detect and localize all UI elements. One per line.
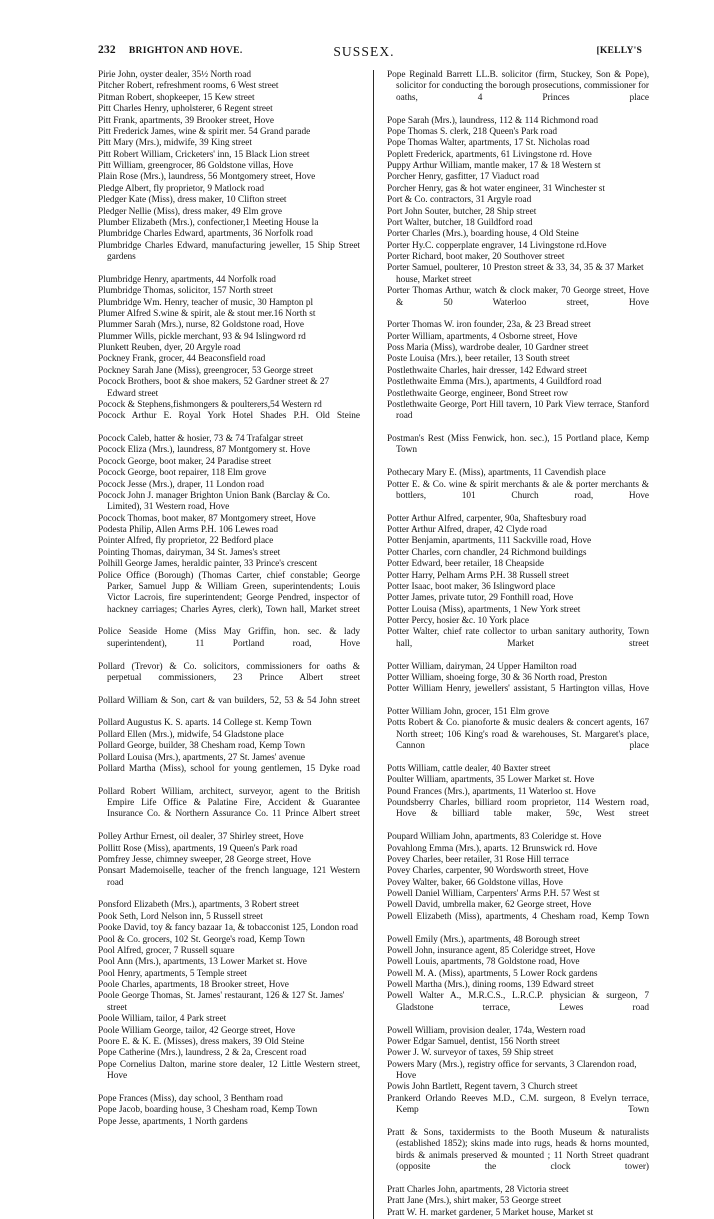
running-head-county: SUSSEX. — [333, 44, 395, 59]
directory-entry: Poss Maria (Miss), wardrobe dealer, 10 Gardner street — [387, 343, 589, 353]
directory-entry: Pratt Jane (Mrs.), shirt maker, 53 George street — [387, 1196, 562, 1207]
directory-entry: Potter Arthur Alfred, carpenter, 90a, Shaftesbury road — [387, 513, 587, 524]
directory-entry: Povey Charles, carpenter, 90 Wordsworth street, Hove — [387, 866, 589, 877]
directory-entry: Pitt Frederick James, wine & spirit mer. 54 Grand parade — [98, 126, 311, 137]
directory-entry: Poulter William, apartments, 35 Lower Market st. Hove — [387, 775, 595, 786]
directory-entry: Porter Thomas Arthur, watch & clock maker, 70 George street, Hove & 50 Waterloo street, Hove — [387, 286, 652, 308]
directory-entry: Porter Samuel, poulterer, 10 Preston street & 33, 34, 35 & 37 Market house, Market street — [387, 263, 646, 285]
directory-entry: Pool Ann (Mrs.), apartments, 13 Lower Market st. Hove — [98, 957, 307, 968]
running-head — [98, 44, 642, 59]
directory-entry: Pollard George, builder, 38 Chesham road, Kemp Town — [98, 741, 305, 752]
directory-entry: Potter William, dairyman, 24 Upper Hamilton road — [387, 661, 577, 672]
directory-entry: Plumbridge Charles Edward, apartments, 36 Norfolk road — [98, 229, 313, 240]
directory-entry: Pool Alfred, grocer, 7 Russell square — [98, 945, 235, 956]
directory-entry: Porter Hy.C. copperplate engraver, 14 Livingstone rd.Hove — [387, 240, 607, 251]
directory-entry: Polley Arthur Ernest, oil dealer, 37 Shirley street, Hove — [98, 832, 304, 843]
left-column — [98, 70, 369, 1128]
directory-entry: Pocock George, boot repairer, 118 Elm grove — [98, 468, 267, 479]
directory-entry: Potter Isaac, boot maker, 36 Islingword place — [387, 581, 556, 592]
directory-entry: Pratt & Sons, taxidermists to the Booth Museum & naturalists (established 1852); skins made into rugs, heads & horns mounted, birds & animals preserved & mounted ; 11 North Street quadrant (opposite the clock tower) — [387, 1127, 652, 1172]
directory-entry: Potter William, shoeing forge, 30 & 36 North road, Preston — [387, 672, 608, 683]
directory-entry: Postman's Rest (Miss Fenwick, hon. sec.), 15 Portland place, Kemp Town — [387, 434, 652, 456]
directory-entry: Porter Thomas W. iron founder, 23a, & 23 Bread street — [387, 320, 591, 331]
directory-entry: Pointer Alfred, fly proprietor, 22 Bedford place — [98, 536, 274, 547]
directory-entry: Pollard (Trevor) & Co. solicitors, commissioners for oaths & perpetual commissioners, 23 Prince Albert street — [98, 661, 363, 683]
directory-entry: Porcher Henry, gas & hot water engineer, 31 Winchester st — [387, 183, 605, 194]
directory-entry: Pratt W. H. market gardener, 5 Market house, Market st — [387, 1207, 594, 1218]
directory-entry: Ponsford Elizabeth (Mrs.), apartments, 3 Robert street — [98, 900, 300, 911]
directory-entry: Power Edgar Samuel, dentist, 156 North street — [387, 1036, 560, 1047]
directory-entry: Police Office (Borough) (Thomas Carter, chief constable; George Parker, Samuel Jupp & William Green, superintendents; Louis Victor Lacrois, fire superintendent; George Pendred, inspector of hackney carriages; Charles Ayres, clerk), Town hall, Market street — [98, 570, 363, 615]
directory-entry: Puppy Arthur William, mantle maker, 17 & 18 Western st — [387, 161, 601, 171]
directory-entry: Potter Benjamin, apartments, 111 Sackville road, Hove — [387, 536, 592, 547]
directory-entry: Pitcher Robert, refreshment rooms, 6 West street — [98, 81, 279, 92]
directory-entry: Pothecary Mary E. (Miss), apartments, 11 Cavendish place — [387, 468, 606, 479]
directory-entry: Pockney Frank, grocer, 44 Beaconsfield road — [98, 354, 266, 365]
directory-entry: Poundsberry Charles, billiard room proprietor, 114 Western road, Hove & billiard table maker, 59c, West street — [387, 798, 652, 820]
directory-entry: Povey Charles, beer retailer, 31 Rose Hill terrace — [387, 854, 569, 865]
directory-entry: Plumbridge Henry, apartments, 44 Norfolk road — [98, 274, 276, 285]
directory-entry: Povahlong Emma (Mrs.), aparts. 12 Brunswick rd. Hove — [387, 843, 598, 854]
directory-entry: Postlethwaite Emma (Mrs.), apartments, 4 Guildford road — [387, 377, 602, 388]
directory-entry: Pollard Augustus K. S. aparts. 14 College st. Kemp Town — [98, 718, 312, 729]
directory-entry: Pocock George, boot maker, 24 Paradise street — [98, 456, 272, 467]
right-column — [373, 70, 652, 1219]
directory-entry: Powell Martha (Mrs.), dining rooms, 139 Edward street — [387, 980, 594, 990]
directory-entry: Poole William, tailor, 4 Park street — [98, 1014, 227, 1025]
directory-entry: Pratt Charles John, apartments, 28 Victoria street — [387, 1184, 569, 1195]
directory-entry: Pope Jacob, boarding house, 3 Chesham road, Kemp Town — [98, 1105, 318, 1116]
directory-entry: Pollitt Rose (Miss), apartments, 19 Queen's Park road — [98, 843, 298, 854]
directory-entry: Poole William George, tailor, 42 George street, Hove — [98, 1025, 296, 1036]
directory-entry: Pooke David, toy & fancy bazaar 1a, & tobacconist 125, London road — [98, 923, 359, 934]
directory-entry: Powell Elizabeth (Miss), apartments, 4 Chesham road, Kemp Town — [387, 911, 649, 922]
directory-entry: Pope Thomas Walter, apartments, 17 St. Nicholas road — [387, 138, 590, 149]
directory-entry: Plummer Sarah (Mrs.), nurse, 82 Goldstone road, Hove — [98, 320, 304, 331]
directory-entry: Pope Jesse, apartments, 1 North gardens — [98, 1116, 248, 1127]
directory-entry: Plunkett Reuben, dyer, 20 Argyle road — [98, 343, 241, 353]
directory-entry: Polhill George James, heraldic painter, 33 Prince's crescent — [98, 559, 318, 570]
directory-entry: Pockney Sarah Jane (Miss), greengrocer, 53 George street — [98, 365, 314, 376]
directory-entry: Powell William, provision dealer, 174a, Western road — [387, 1025, 586, 1036]
directory-entry: Pope Thomas S. clerk, 218 Queen's Park road — [387, 126, 557, 137]
directory-entry: Port John Souter, butcher, 28 Ship street — [387, 206, 537, 217]
directory-entry: Pocock Eliza (Mrs.), laundress, 87 Montgomery st. Hove — [98, 445, 311, 456]
directory-entry: Pointing Thomas, dairyman, 34 St. James's street — [98, 547, 281, 558]
directory-entry: Pitman Robert, shopkeeper, 15 Kew street — [98, 92, 255, 103]
directory-entry: Pool & Co. grocers, 102 St. George's road, Kemp Town — [98, 934, 305, 945]
directory-entry: Potter Charles, corn chandler, 24 Richmond buildings — [387, 547, 587, 558]
directory-entry: Porcher Henry, gasfitter, 17 Viaduct road — [387, 172, 540, 183]
directory-entry: Plummer Wills, pickle merchant, 93 & 94 Islingword rd — [98, 331, 306, 342]
directory-entry: Pope Catherine (Mrs.), laundress, 2 & 2a, Crescent road — [98, 1048, 307, 1059]
directory-entry: Potter Louisa (Miss), apartments, 1 New York street — [387, 604, 581, 615]
directory-entry: Powell Walter A., M.R.C.S., L.R.C.P. physician & surgeon, 7 Gladstone terrace, Lewes road — [387, 991, 652, 1013]
directory-entry: Power J. W. surveyor of taxes, 59 Ship street — [387, 1048, 554, 1059]
directory-entry: Potter Edward, beer retailer, 18 Cheapside — [387, 559, 544, 570]
directory-entry: Pledger Kate (Miss), dress maker, 10 Clifton street — [98, 195, 287, 206]
directory-entry: Pollard Robert William, architect, surveyor, agent to the British Empire Life Office & Palatine Fire, Accident & Guarantee Insurance Co. & Northern Assurance Co. 11 Prince Albert street — [98, 786, 363, 820]
directory-entry: Potter William John, grocer, 151 Elm grove — [387, 707, 550, 717]
directory-entry: Pope Reginald Barrett LL.B. solicitor (firm, Stuckey, Son & Pope), solicitor for conducting the borough prosecutions, commissioner for oaths, 4 Princes place — [387, 70, 652, 103]
directory-entry: Pitt Frank, apartments, 39 Brooker street, Hove — [98, 115, 274, 126]
page-number: 232 — [98, 44, 116, 56]
directory-entry: Powell David, umbrella maker, 62 George street, Hove — [387, 900, 592, 911]
directory-entry: Postlethwaite Charles, hair dresser, 142 Edward street — [387, 365, 587, 376]
directory-entry: Pocock & Stephens,fishmongers & poulterers,54 Western rd — [98, 399, 322, 410]
directory-entry: Pope Sarah (Mrs.), laundress, 112 & 114 Richmond road — [387, 115, 599, 126]
directory-entry: Plumber Elizabeth (Mrs.), confectioner,1 Meeting House la — [98, 217, 319, 228]
directory-entry: Pook Seth, Lord Nelson inn, 5 Russell street — [98, 911, 263, 922]
directory-entry: Plain Rose (Mrs.), laundress, 56 Montgomery street, Hove — [98, 172, 316, 183]
directory-entry: Poupard William John, apartments, 83 Coleridge st. Hove — [387, 832, 602, 843]
directory-entry: Pitt Charles Henry, upholsterer, 6 Regent street — [98, 104, 273, 115]
directory-entry: Prankerd Orlando Reeves M.D., C.M. surgeon, 8 Evelyn terrace, Kemp Town — [387, 1093, 652, 1116]
directory-entry: Podesta Philip, Allen Arms P.H. 106 Lewes road — [98, 525, 279, 535]
two-column-body — [98, 70, 652, 1219]
directory-entry: Plumer Alfred S.wine & spirit, ale & stout mer.16 North st — [98, 308, 316, 319]
directory-entry: Potter Walter, chief rate collector to urban sanitary authority, Town hall, Market street — [387, 627, 652, 649]
directory-entry: Pool Henry, apartments, 5 Temple street — [98, 968, 247, 979]
directory-entry: Powell Louis, apartments, 78 Goldstone road, Hove — [387, 957, 580, 968]
directory-entry: Povey Walter, baker, 66 Goldstone villas, Hove — [387, 877, 563, 888]
directory-entry: Poore E. & K. E. (Misses), dress makers, 39 Old Steine — [98, 1036, 305, 1047]
directory-entry: Pledger Nellie (Miss), dress maker, 49 Elm grove — [98, 206, 282, 217]
directory-entry: Plumbridge Thomas, solicitor, 157 North street — [98, 286, 273, 297]
directory-entry: Port & Co. contractors, 31 Argyle road — [387, 195, 532, 206]
directory-entry: Pocock Arthur E. Royal York Hotel Shades P.H. Old Steine — [98, 411, 360, 422]
running-head-publisher: [KELLY'S — [596, 45, 642, 56]
directory-entry: Postlethwaite George, Port Hill tavern, 10 Park View terrace, Stanford road — [387, 399, 652, 422]
directory-entry: Pitt Mary (Mrs.), midwife, 39 King street — [98, 138, 252, 149]
directory-entry: Potts William, cattle dealer, 40 Baxter street — [387, 763, 551, 774]
directory-entry: Pocock Jesse (Mrs.), draper, 11 London road — [98, 479, 265, 490]
directory-entry: Plumbridge Wm. Henry, teacher of music, 30 Hampton pl — [98, 297, 314, 308]
directory-entry: Powers Mary (Mrs.), registry office for servants, 3 Clarendon road, Hove — [387, 1059, 639, 1081]
directory-entry: Potter Harry, Pelham Arms P.H. 38 Russell street — [387, 570, 569, 581]
directory-entry: Pound Frances (Mrs.), apartments, 11 Waterloo st. Hove — [387, 786, 596, 797]
directory-entry: Pocock Caleb, hatter & hosier, 73 & 74 Trafalgar street — [98, 434, 304, 444]
directory-entry: Pocock Brothers, boot & shoe makers, 52 Gardner street & 27 Edward street — [98, 377, 332, 399]
directory-entry: Plumbridge Charles Edward, manufacturing jeweller, 15 Ship Street gardens — [98, 240, 363, 262]
directory-entry: Pitt William, greengrocer, 86 Goldstone villas, Hove — [98, 161, 294, 171]
directory-entry: Poole Charles, apartments, 18 Brooker street, Hove — [98, 980, 289, 990]
directory-entry: Pitt Robert William, Cricketers' inn, 15 Black Lion street — [98, 149, 310, 160]
directory-entry: Pollard Martha (Miss), school for young gentlemen, 15 Dyke road — [98, 763, 360, 774]
directory-entry: Potter William Henry, jewellers' assistant, 5 Hartington villas, Hove — [387, 684, 649, 695]
directory-entry: Police Seaside Home (Miss May Griffin, hon. sec. & lady superintendent), 11 Portland road, Hove — [98, 627, 363, 649]
directory-entry: Poole George Thomas, St. James' restaurant, 126 & 127 St. James' street — [98, 991, 347, 1013]
directory-entry: Porter Richard, boot maker, 20 Southover street — [387, 252, 565, 262]
directory-entry: Port Walter, butcher, 18 Guildford road — [387, 217, 533, 228]
directory-entry: Poste Louisa (Mrs.), beer retailer, 13 South street — [387, 354, 570, 365]
directory-entry: Porter William, apartments, 4 Osborne street, Hove — [387, 331, 578, 342]
directory-entry: Potter James, private tutor, 29 Fonthill road, Hove — [387, 593, 574, 604]
directory-entry: Pledge Albert, fly proprietor, 9 Matlock road — [98, 183, 265, 194]
directory-entry: Pocock Thomas, boot maker, 87 Montgomery street, Hove — [98, 513, 316, 524]
directory-entry: Pollard Louisa (Mrs.), apartments, 27 St. James' avenue — [98, 752, 306, 763]
directory-entry: Pollard Ellen (Mrs.), midwife, 54 Gladstone place — [98, 729, 284, 740]
directory-entry: Pocock John J. manager Brighton Union Bank (Barclay & Co. Limited), 31 Western road, Hove — [98, 490, 333, 513]
directory-entry: Potter Arthur Alfred, draper, 42 Clyde road — [387, 525, 547, 535]
directory-entry: Pope Frances (Miss), day school, 3 Bentham road — [98, 1093, 283, 1104]
directory-entry: Potter E. & Co. wine & spirit merchants & ale & porter merchants & bottlers, 101 Church road, Hove — [387, 479, 652, 501]
directory-entry: Pope Cornelius Dalton, marine store dealer, 12 Little Western street, Hove — [98, 1059, 363, 1081]
directory-entry: Postlethwaite George, engineer, Bond Street row — [387, 388, 569, 399]
running-head-place: BRIGHTON AND HOVE. — [128, 45, 243, 56]
directory-entry: Pomfrey Jesse, chimney sweeper, 28 George street, Hove — [98, 854, 311, 865]
directory-entry: Powell Daniel William, Carpenters' Arms P.H. 57 West st — [387, 889, 600, 899]
directory-entry: Pollard William & Son, cart & van builders, 52, 53 & 54 John street — [98, 695, 360, 706]
directory-entry: Powell M. A. (Miss), apartments, 5 Lower Rock gardens — [387, 968, 598, 979]
directory-entry: Powell Emily (Mrs.), apartments, 48 Borough street — [387, 934, 580, 945]
directory-entry: Porter Charles (Mrs.), boarding house, 4 Old Steine — [387, 229, 579, 240]
directory-entry: Powis John Bartlett, Regent tavern, 3 Church street — [387, 1082, 578, 1093]
directory-entry: Potter Percy, hosier &c. 10 York place — [387, 616, 529, 626]
directory-entry: Potts Robert & Co. pianoforte & music dealers & concert agents, 167 North street; 106 King's road & warehouses, St. Margaret's place, Cannon place — [387, 718, 652, 752]
directory-entry: Powell John, insurance agent, 85 Coleridge street, Hove — [387, 945, 596, 956]
directory-entry: Poplett Frederick, apartments, 61 Livingstone rd. Hove — [387, 149, 592, 160]
directory-entry: Ponsart Mademoiselle, teacher of the french language, 121 Western road — [98, 866, 363, 888]
directory-entry: Pirie John, oyster dealer, 35½ North road — [98, 70, 251, 80]
